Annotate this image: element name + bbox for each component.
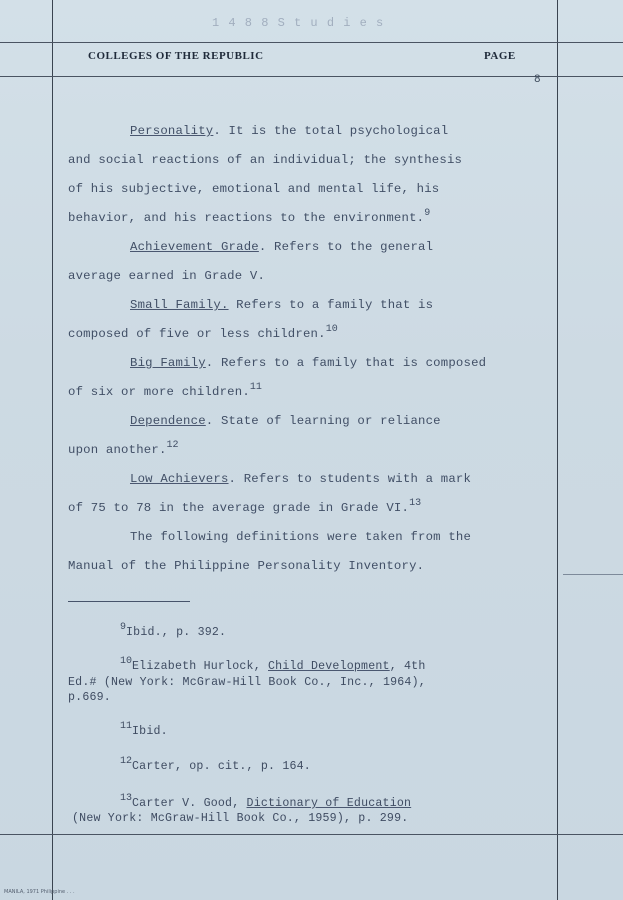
footnote-10-mark: #: [89, 676, 97, 689]
small-family-text-2: composed of five or less children.: [68, 327, 326, 341]
footnote-13-line-1: [120, 793, 412, 810]
footnote-13-line-2: (New York: McGraw-Hill Book Co., 1959), p. 299.: [72, 812, 409, 825]
footnote-13-number: 13: [120, 793, 133, 804]
small-family-line-1: [130, 298, 433, 312]
achievement-line-2: average earned in Grade V.: [68, 269, 266, 283]
footnote-separator: [68, 601, 190, 602]
big-family-line-2: [68, 382, 262, 399]
personality-line-1: [130, 124, 448, 138]
achievement-term: Achievement Grade: [130, 240, 259, 254]
footnote-10-line-1: [120, 656, 426, 673]
footnote-ref-10: 10: [325, 324, 338, 335]
small-family-text-1: Refers to a family that is: [228, 298, 434, 312]
footnote-ref-11: 11: [249, 382, 262, 393]
footnote-12-text: Carter, op. cit., p. 164.: [132, 760, 311, 773]
footnote-9-number: 9: [120, 622, 127, 633]
big-family-text-1: . Refers to a family that is composed: [205, 356, 487, 370]
page-title: COLLEGES OF THE REPUBLIC: [88, 50, 264, 62]
footnote-ref-9: 9: [424, 208, 431, 219]
big-family-term: Big Family: [130, 356, 206, 370]
right-margin-line: [557, 0, 558, 900]
big-family-text-2: of six or more children.: [68, 385, 250, 399]
page-label: PAGE: [484, 50, 516, 62]
footnote-12-number: 12: [120, 756, 133, 767]
following-line-1: The following definitions were taken from the: [130, 530, 472, 544]
footnote-9-text: Ibid., p. 392.: [126, 626, 227, 639]
footnote-ref-12: 12: [166, 440, 179, 451]
bottom-rule: [0, 834, 623, 835]
footnote-10-number: 10: [120, 656, 133, 667]
achievement-line-1: [130, 240, 433, 254]
footnote-10-author: Elizabeth Hurlock,: [132, 660, 269, 673]
dependence-line-2: [68, 440, 179, 457]
dependence-text-1: . State of learning or reliance: [205, 414, 441, 428]
page-number: 8: [534, 74, 541, 86]
footnote-9: [120, 622, 227, 639]
low-achievers-term: Low Achievers: [130, 472, 229, 486]
footnote-13-author: Carter V. Good,: [132, 797, 247, 810]
header-rule: [0, 76, 623, 77]
following-line-2: Manual of the Philippine Personality Inventory.: [68, 559, 425, 573]
footnote-13-title: Dictionary of Education: [246, 797, 412, 810]
low-achievers-text-2: of 75 to 78 in the average grade in Grade VI.: [68, 501, 410, 515]
low-achievers-text-1: . Refers to students with a mark: [228, 472, 472, 486]
footnote-10-title: Child Development: [268, 660, 390, 673]
dependence-text-2: upon another.: [68, 443, 167, 457]
right-stub-rule: [563, 574, 623, 575]
achievement-text-1: . Refers to the general: [258, 240, 434, 254]
footnote-11-text: Ibid.: [132, 725, 168, 738]
dependence-term: Dependence: [130, 414, 206, 428]
personality-text-1: . It is the total psychological: [213, 124, 449, 138]
big-family-line-1: [130, 356, 486, 370]
dependence-line-1: [130, 414, 441, 428]
low-achievers-line-1: [130, 472, 471, 486]
personality-line-2: and social reactions of an individual; the synthesis: [68, 153, 463, 167]
footnote-11-number: 11: [120, 721, 133, 732]
footnote-ref-13: 13: [409, 498, 422, 509]
footnote-10-line-2: [68, 676, 426, 689]
footnote-12: [120, 756, 311, 773]
top-rule: [0, 42, 623, 43]
personality-term: Personality: [130, 124, 214, 138]
footnote-10-rest-1: , 4th: [389, 660, 426, 673]
personality-text-4: behavior, and his reactions to the environment.: [68, 211, 425, 225]
low-achievers-line-2: [68, 498, 422, 515]
bottom-microprint: MANILA, 1971 Philippine . . .: [4, 889, 75, 895]
personality-line-4: [68, 208, 431, 225]
small-family-term: Small Family.: [130, 298, 229, 312]
small-family-line-2: [68, 324, 338, 341]
footnote-10-prefix: Ed.: [68, 676, 90, 689]
faint-top-text: 1 4 8 8 S t u d i e s: [212, 16, 385, 30]
footnote-10-rest-2: (New York: McGraw-Hill Book Co., Inc., 1964),: [96, 676, 426, 689]
footnote-11: [120, 721, 168, 738]
footnote-10-line-3: p.669.: [68, 691, 111, 704]
left-margin-line: [52, 0, 53, 900]
personality-line-3: of his subjective, emotional and mental life, his: [68, 182, 440, 196]
